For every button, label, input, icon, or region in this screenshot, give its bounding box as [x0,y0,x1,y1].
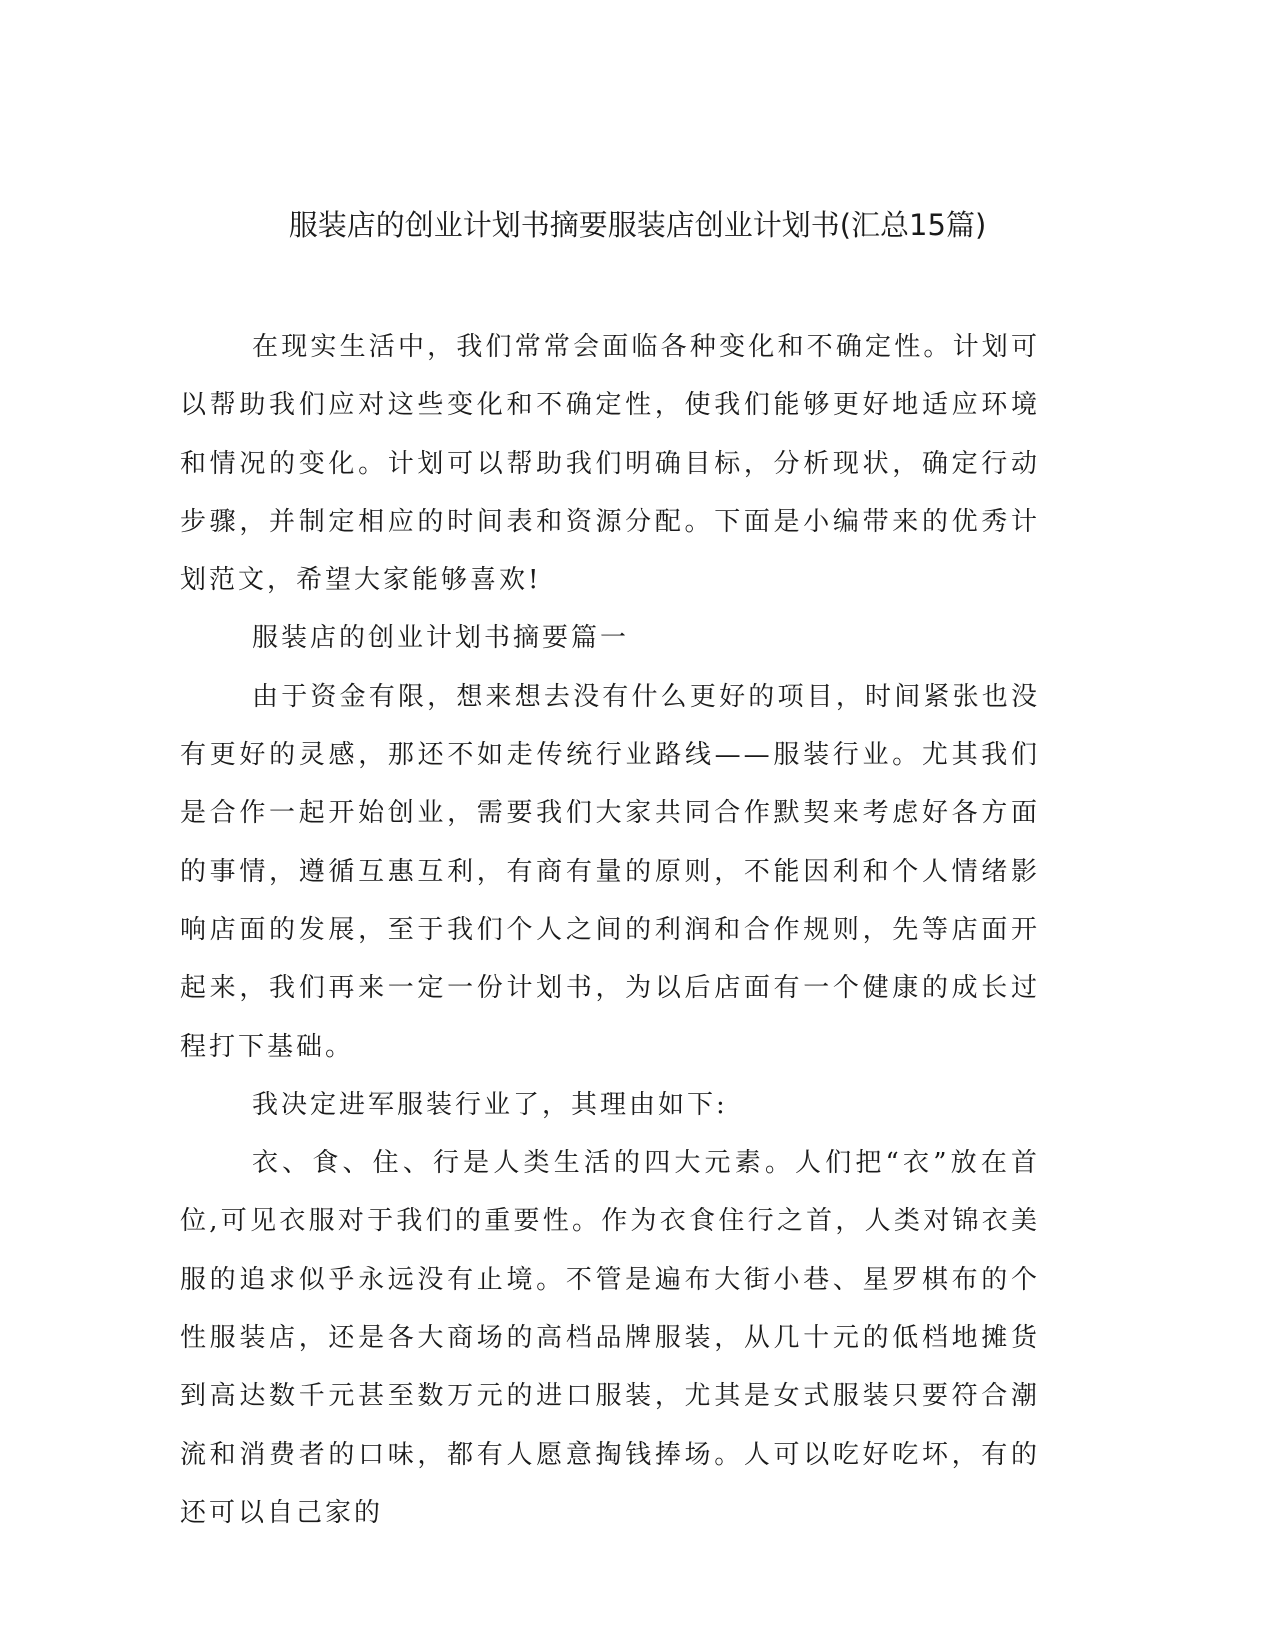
body-paragraph: 衣、食、住、行是人类生活的四大元素。人们把“衣”放在首位,可见衣服对于我们的重要性。作为衣食住行之首，人类对锦衣美服的追求似乎永远没有止境。不管是遍布大街小巷、星罗棋布的个性服装店，还是各大商场的高档品牌服装，从几十元的低档地摊货到高达数千元甚至数万元的进口服装，尤其是女式服装只要符合潮流和消费者的口味，都有人愿意掏钱捧场。人可以吃好吃坏，有的还可以自己家的 [180,1148,1040,1528]
body-paragraph: 由于资金有限，想来想去没有什么更好的项目，时间紧张也没有更好的灵感，那还不如走传统行业路线——服装行业。尤其我们是合作一起开始创业，需要我们大家共同合作默契来考虑好各方面的事情，遵循互惠互利，有商有量的原则，不能因利和个人情绪影响店面的发展，至于我们个人之间的利润和合作规则，先等店面开起来，我们再来一定一份计划书，为以后店面有一个健康的成长过程打下基础。 [180,681,1040,1062]
intro-paragraph: 在现实生活中，我们常常会面临各种变化和不确定性。计划可以帮助我们应对这些变化和不确定性，使我们能够更好地适应环境和情况的变化。计划可以帮助我们明确目标，分析现状，确定行动步骤，并制定相应的时间表和资源分配。下面是小编带来的优秀计划范文，希望大家能够喜欢! [180,332,1040,596]
document-title: 服装店的创业计划书摘要服装店创业计划书(汇总15篇) [288,208,987,242]
body-paragraph: 我决定进军服装行业了，其理由如下: [252,1089,728,1120]
document-body [180,318,1040,1542]
section-heading: 服装店的创业计划书摘要篇一 [252,623,630,654]
